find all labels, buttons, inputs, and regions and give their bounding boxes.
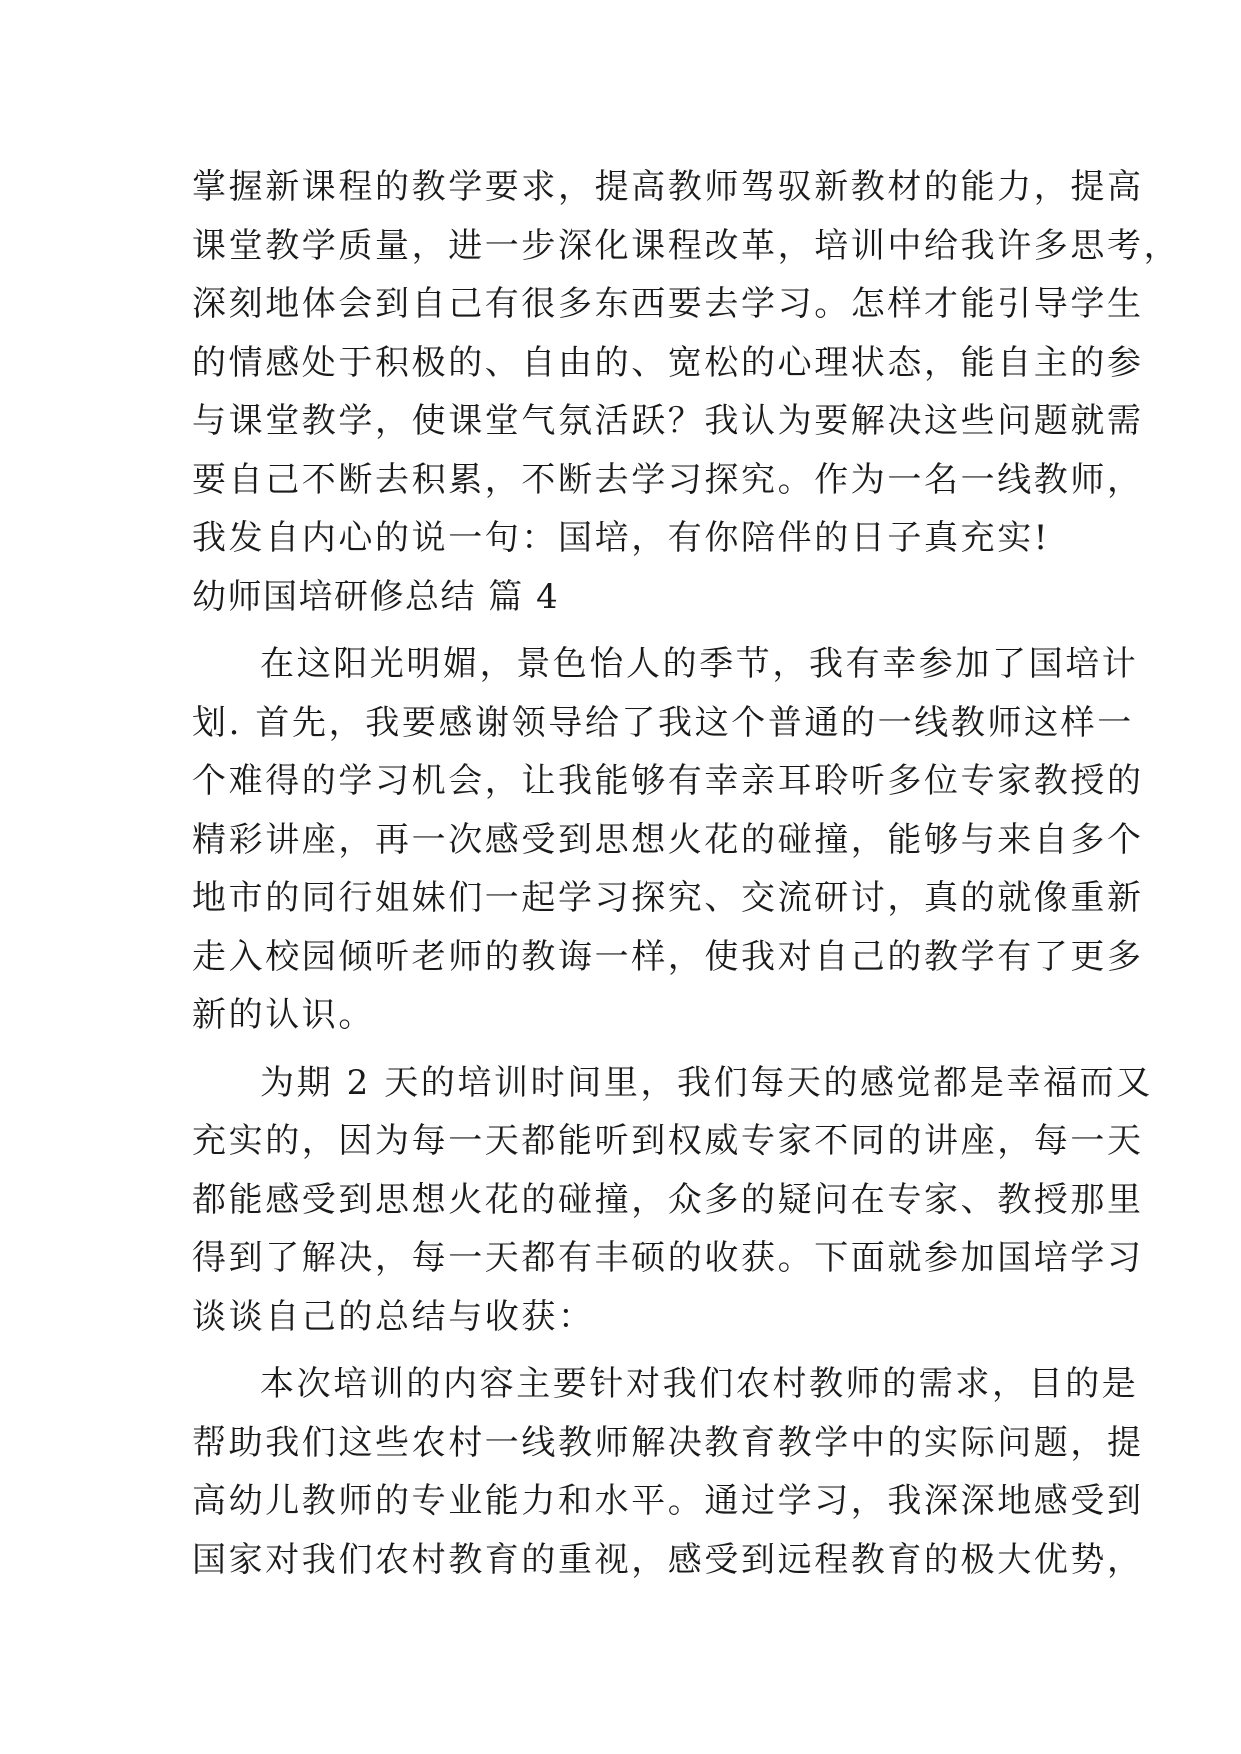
text-line: 在这阳光明媚，景色怡人的季节，我有幸参加了国培计: [260, 644, 1139, 684]
text-line: 掌握新课程的教学要求，提高教师驾驭新教材的能力，提高: [192, 167, 1144, 207]
text-line: 划. 首先，我要感谢领导给了我这个普通的一线教师这样一: [192, 702, 1134, 743]
text-line: 高幼儿教师的专业能力和水平。通过学习，我深深地感受到: [192, 1481, 1144, 1521]
paragraph-spacer: [192, 1346, 1052, 1355]
section-heading: 幼师国培研修总结 篇 4: [192, 576, 560, 617]
text-line: 课堂教学质量，进一步深化课程改革，培训中给我许多思考，: [192, 225, 1181, 266]
text-line: 新的认识。: [192, 995, 375, 1035]
paragraph-1: [192, 635, 1144, 1045]
paragraph-spacer: [192, 626, 1052, 635]
text-line: 走入校园倾听老师的教诲一样，使我对自己的教学有了更多: [192, 936, 1144, 977]
document-body: [192, 158, 1181, 1589]
text-line: 要自己不断去积累，不断去学习探究。作为一名一线教师，: [192, 459, 1144, 500]
paragraph-spacer: [192, 1045, 1052, 1054]
paragraph-3: [192, 1355, 1144, 1589]
text-line: 得到了解决，每一天都有丰硕的收获。下面就参加国培学习: [192, 1238, 1144, 1278]
text-line: 精彩讲座，再一次感受到思想火花的碰撞，能够与来自多个: [192, 819, 1144, 860]
paragraph-continuation: [192, 158, 1181, 568]
text-line: 国家对我们农村教育的重视，感受到远程教育的极大优势，: [192, 1539, 1144, 1580]
text-line: 为期 2 天的培训时间里，我们每天的感觉都是幸福而又: [260, 1062, 1153, 1103]
text-line: 的情感处于积极的、自由的、宽松的心理状态，能自主的参: [192, 342, 1144, 383]
text-line: 个难得的学习机会，让我能够有幸亲耳聆听多位专家教授的: [192, 761, 1144, 801]
text-line: 深刻地体会到自己有很多东西要去学习。怎样才能引导学生: [192, 284, 1144, 324]
paragraph-2: [192, 1054, 1153, 1347]
text-line: 本次培训的内容主要针对我们农村教师的需求，目的是: [260, 1364, 1139, 1404]
text-line: 我发自内心的说一句：国培，有你陪伴的日子真充实!: [192, 518, 1051, 558]
text-line: 地市的同行姐妹们一起学习探究、交流研讨，真的就像重新: [192, 878, 1144, 918]
text-line: 充实的，因为每一天都能听到权威专家不同的讲座，每一天: [192, 1121, 1144, 1161]
text-line: 帮助我们这些农村一线教师解决教育教学中的实际问题，提: [192, 1422, 1144, 1463]
text-line: 谈谈自己的总结与收获：: [192, 1296, 595, 1337]
text-line: 与课堂教学，使课堂气氛活跃？我认为要解决这些问题就需: [192, 401, 1144, 441]
text-line: 都能感受到思想火花的碰撞，众多的疑问在专家、教授那里: [192, 1179, 1144, 1220]
